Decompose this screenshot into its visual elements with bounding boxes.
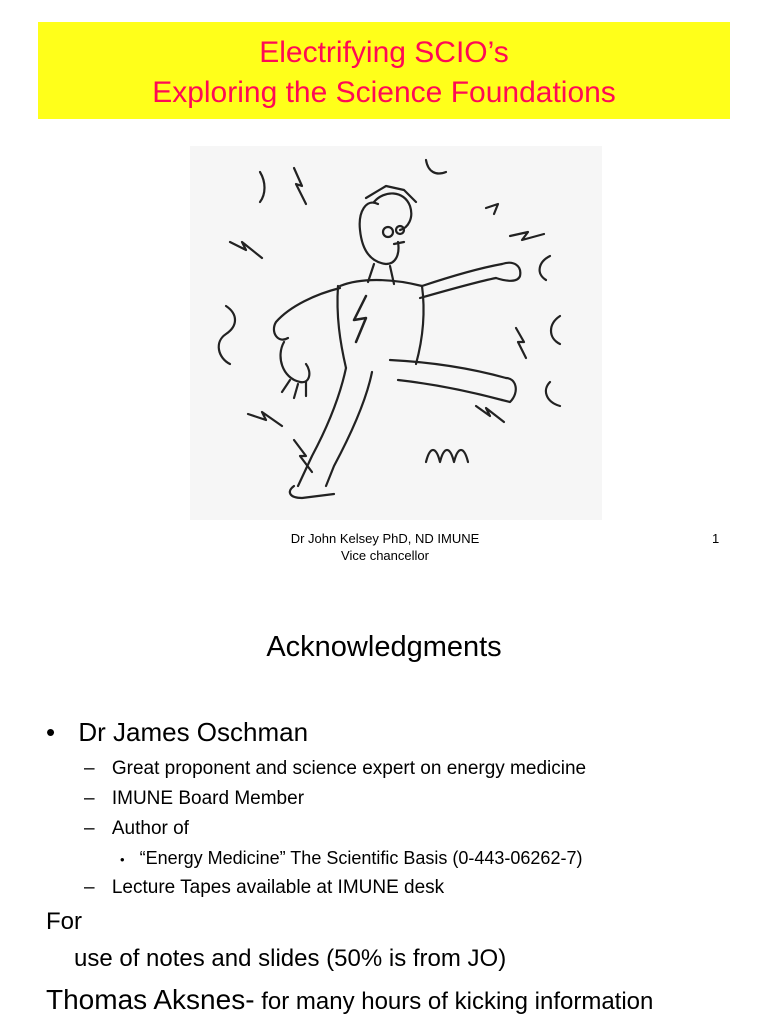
footer-author-name: Dr John Kelsey PhD, ND IMUNE: [290, 531, 480, 546]
thanks-person-2: [46, 982, 653, 1023]
page-number: 1: [712, 531, 720, 546]
sub-sub-bullet-text-1: “Energy Medicine” The Scientific Basis (0-443-06262-7): [139, 848, 583, 868]
sub-bullet-text-3: Author of: [111, 818, 189, 839]
bullet-marker-small: •: [120, 852, 125, 867]
slide-footer-author: [270, 530, 500, 564]
for-text: use of notes and slides (50% is from JO): [74, 945, 507, 972]
bullet-person-1: [46, 716, 308, 748]
slide-title-line-1: Electrifying SCIO’s: [259, 36, 509, 69]
sub-bullet-2: [84, 787, 304, 811]
sub-bullet-1: [84, 757, 586, 781]
sub-bullet-3: [84, 817, 189, 841]
person-1-name: Dr James Oschman: [78, 717, 309, 747]
dash-marker: –: [84, 818, 95, 839]
dash-marker: –: [84, 788, 95, 809]
title-banner: [38, 22, 730, 119]
dash-marker: –: [84, 877, 95, 898]
sub-bullet-4: [84, 876, 444, 900]
bullet-marker: •: [46, 717, 56, 747]
sub-sub-bullet-1: [120, 847, 582, 871]
person-2-text: for many hours of kicking information: [254, 988, 654, 1015]
slide-title-line-2: Exploring the Science Foundations: [152, 76, 616, 109]
footer-author-role: Vice chancellor: [341, 548, 429, 563]
sub-bullet-text-2: IMUNE Board Member: [111, 788, 305, 809]
acknowledgments-heading: Acknowledgments: [266, 631, 502, 663]
for-label: For: [46, 908, 82, 935]
sub-bullet-text-4: Lecture Tapes available at IMUNE desk: [111, 877, 445, 898]
dash-marker: –: [84, 758, 95, 779]
person-2-name: Thomas Aksnes-: [46, 984, 255, 1015]
electrified-man-illustration: [190, 146, 602, 520]
sub-bullet-text-1: Great proponent and science expert on energy medicine: [111, 758, 587, 779]
